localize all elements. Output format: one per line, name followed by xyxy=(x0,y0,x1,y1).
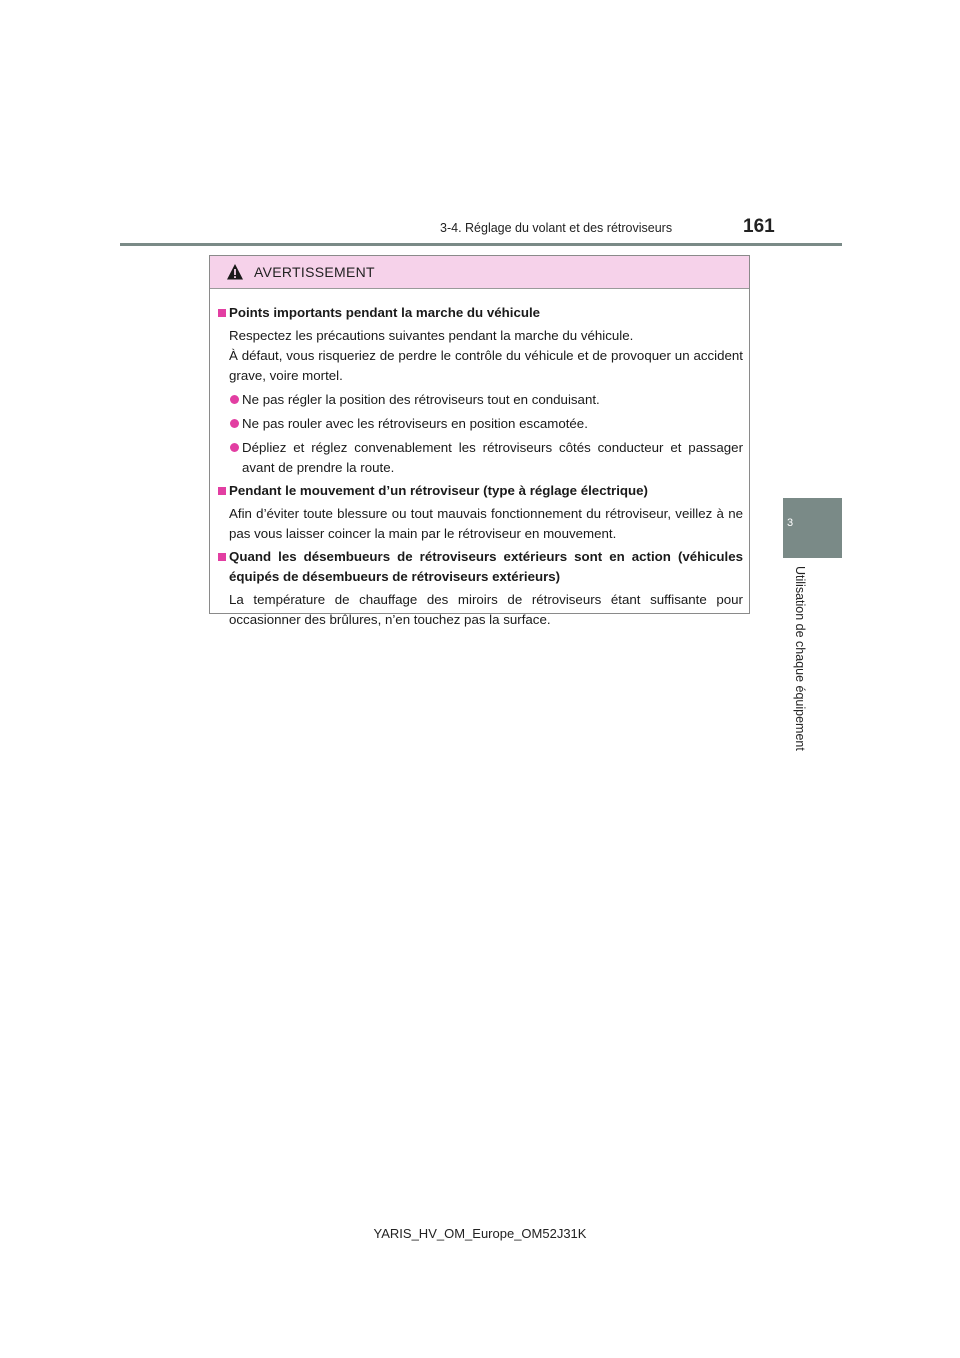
warning-box xyxy=(209,255,750,627)
warning-triangle-icon xyxy=(226,263,244,281)
page-number: 161 xyxy=(743,216,775,237)
chapter-title: Utilisation de chaque équipement xyxy=(793,566,807,751)
paragraph: La température de chauffage des miroirs de rétroviseurs étant suffisante pour occasionner des brûlures, n’en touchez pas la surface. xyxy=(229,592,743,627)
section-heading: Pendant le mouvement d’un rétroviseur (type à réglage électrique) xyxy=(218,481,743,501)
chapter-tab xyxy=(783,498,842,558)
warning-title: AVERTISSEMENT xyxy=(254,264,375,280)
paragraph-line: Respectez les précautions suivantes pendant la marche du véhicule. xyxy=(229,328,634,343)
list-item: Dépliez et réglez convenablement les rétroviseurs côtés conducteur et passager avant de prendre la route. xyxy=(218,438,743,478)
header-section-title: 3-4. Réglage du volant et des rétroviseurs xyxy=(440,221,673,235)
paragraph-line: À défaut, vous risqueriez de perdre le contrôle du véhicule et de provoquer un accident grave, voire mortel. xyxy=(229,348,743,383)
list-item: Ne pas rouler avec les rétroviseurs en position escamotée. xyxy=(218,414,743,434)
square-bullet-icon xyxy=(218,309,226,317)
paragraph: Afin d’éviter toute blessure ou tout mauvais fonctionnement du rétroviseur, veillez à ne pas vous laisser coincer la main par le rétroviseur en mouvement. xyxy=(229,506,743,541)
warning-section xyxy=(218,303,743,478)
chapter-number: 3 xyxy=(786,517,794,529)
footer-doc-id: YARIS_HV_OM_Europe_OM52J31K xyxy=(373,1226,587,1241)
warning-body xyxy=(210,289,749,630)
warning-header xyxy=(210,256,749,289)
round-bullet-icon xyxy=(230,419,239,428)
section-heading: Quand les désembueurs de rétroviseurs extérieurs sont en action (véhicules équipés de désembueurs de rétroviseurs extérieurs) xyxy=(218,547,743,587)
section-heading: Points importants pendant la marche du véhicule xyxy=(218,303,743,323)
square-bullet-icon xyxy=(218,487,226,495)
round-bullet-icon xyxy=(230,443,239,452)
round-bullet-icon xyxy=(230,395,239,404)
warning-section xyxy=(218,547,743,630)
paragraph xyxy=(218,326,743,386)
list-item: Ne pas régler la position des rétroviseurs tout en conduisant. xyxy=(218,390,743,410)
header-rule xyxy=(120,243,842,246)
warning-section xyxy=(218,481,743,544)
square-bullet-icon xyxy=(218,553,226,561)
